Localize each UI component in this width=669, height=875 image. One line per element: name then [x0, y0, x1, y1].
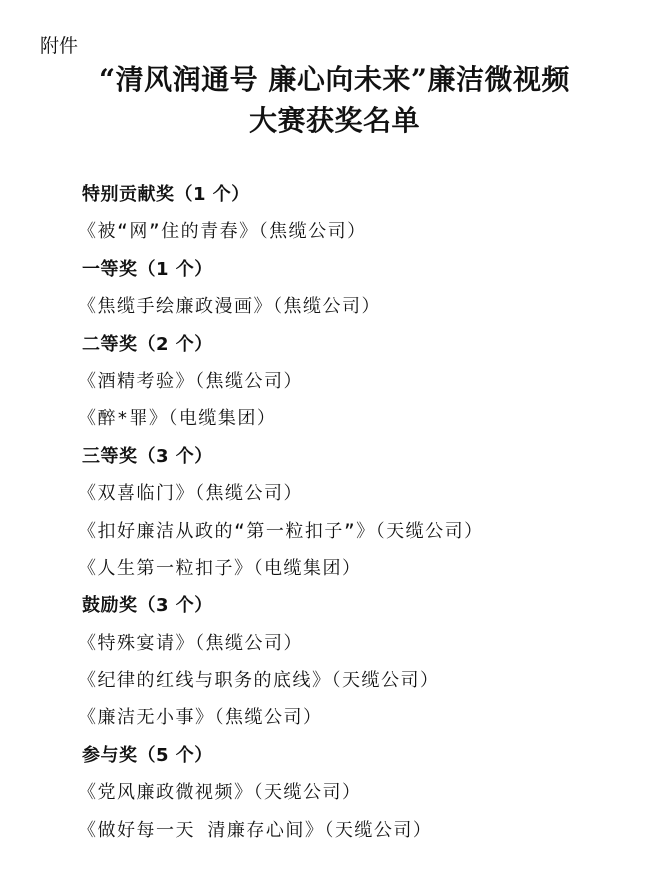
award-entry: 《酒精考验》（焦缆公司）	[78, 370, 303, 392]
award-category-heading: 二等奖（2 个）	[82, 333, 213, 355]
award-entry: 《被“网”住的青春》（焦缆公司）	[78, 221, 367, 243]
award-entry: 《廉洁无小事》（焦缆公司）	[78, 707, 323, 729]
award-category-heading: 三等奖（3 个）	[82, 445, 213, 467]
award-entry: 《醉*罪》（电缆集团）	[78, 408, 277, 430]
award-entry: 《做好每一天 清廉存心间》（天缆公司）	[78, 819, 433, 841]
document-title-line-1: “清风润通号 廉心向未来”廉洁微视频	[99, 63, 570, 96]
award-entry: 《焦缆手绘廉政漫画》（焦缆公司）	[78, 296, 381, 318]
award-category-heading: 鼓励奖（3 个）	[82, 595, 213, 617]
document-title-line-2: 大赛获奖名单	[248, 104, 420, 137]
attachment-label: 附件	[40, 35, 79, 57]
award-entry: 《纪律的红线与职务的底线》（天缆公司）	[78, 670, 440, 692]
award-list	[78, 176, 662, 849]
award-entry: 《扣好廉洁从政的“第一粒扣子”》（天缆公司）	[78, 520, 484, 542]
award-category-heading: 一等奖（1 个）	[82, 258, 213, 280]
award-entry: 《人生第一粒扣子》（电缆集团）	[78, 557, 362, 579]
award-category-heading: 参与奖（5 个）	[82, 744, 213, 766]
award-entry: 《党风廉政微视频》（天缆公司）	[78, 782, 362, 804]
award-entry: 《双喜临门》（焦缆公司）	[78, 483, 303, 505]
award-entry: 《特殊宴请》（焦缆公司）	[78, 632, 303, 654]
award-category-heading: 特别贡献奖（1 个）	[82, 184, 250, 205]
